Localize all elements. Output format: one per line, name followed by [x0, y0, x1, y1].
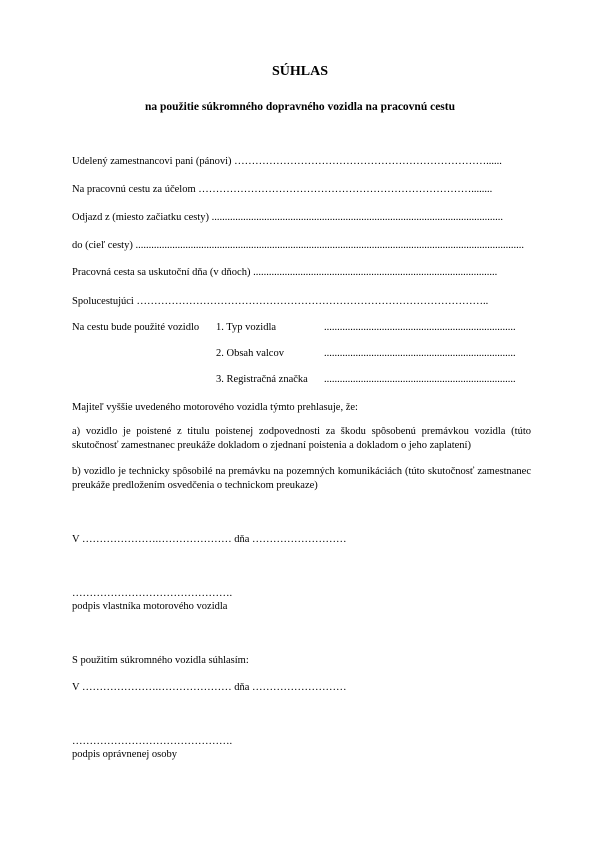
trip-date-field[interactable]: Pracovná cesta sa uskutoční dňa (v dňoch) ............................................................................................. — [72, 267, 498, 278]
vehicle-cc-field[interactable]: ......................................................................... — [324, 348, 516, 359]
approval-place-date[interactable]: V ………………….………………… dňa ……………………… — [72, 682, 347, 693]
vehicle-label: Na cestu bude použité vozidlo — [72, 322, 200, 333]
declaration-intro: Majiteľ vyššie uvedeného motorového vozidla týmto prehlasuje, že: — [72, 402, 358, 413]
vehicle-reg-label: 3. Registračná značka — [216, 374, 308, 385]
approver-signature-label: podpis oprávnenej osoby — [72, 749, 177, 760]
document-title: SÚHLAS — [271, 64, 329, 79]
departure-field[interactable]: Odjazd z (miesto začiatku cesty) ............................................................................................................... — [72, 212, 504, 223]
vehicle-type-label: 1. Typ vozidla — [216, 322, 277, 333]
declaration-b: b) vozidlo je technicky spôsobilé na premávku na pozemných komunikáciách (túto skutočnosť zamestnanec preukáže predložením osvedčenia o technickom preukaze) — [72, 466, 531, 491]
owner-signature-label: podpis vlastníka motorového vozidla — [72, 601, 228, 612]
approver-signature-line[interactable]: ………………………………………. — [72, 736, 233, 747]
consent-text: S použitím súkromného vozidla súhlasím: — [72, 655, 249, 666]
employee-field[interactable]: Udelený zamestnancovi pani (pánovi) ………………………………………………………………...... — [72, 156, 502, 167]
purpose-field[interactable]: Na pracovnú cestu za účelom ……………………………………………………………………........ — [72, 184, 493, 195]
companions-field[interactable]: Spolucestujúci ……………………………………………………………………………………….. — [72, 296, 489, 307]
vehicle-cc-label: 2. Obsah valcov — [216, 348, 284, 359]
declaration-a: a) vozidlo je poistené z titulu poistenej zodpovednosti za škodu spôsobenú premávkou vozidla (túto skutočnosť zamestnanec preukáže dokladom o zjednaní poistenia a dokladom o jeho zaplatení) — [72, 426, 531, 451]
owner-place-date[interactable]: V ………………….………………… dňa ……………………… — [72, 534, 347, 545]
vehicle-type-field[interactable]: ......................................................................... — [324, 322, 516, 333]
vehicle-reg-field[interactable]: ......................................................................... — [324, 374, 516, 385]
document-subtitle: na použitie súkromného dopravného vozidla na pracovnú cestu — [144, 101, 455, 113]
owner-signature-line[interactable]: ………………………………………. — [72, 588, 233, 599]
destination-field[interactable]: do (cieľ cesty) .................................................................................................................................................... — [72, 240, 524, 251]
